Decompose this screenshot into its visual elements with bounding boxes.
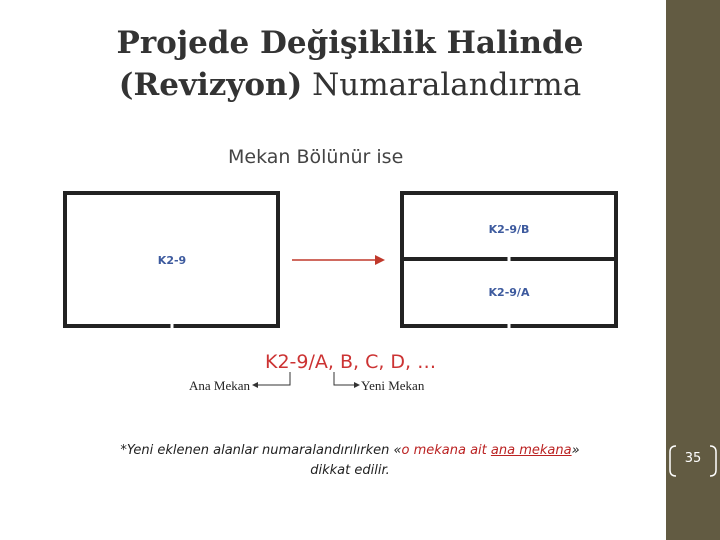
- main-space-arrowhead: [252, 382, 258, 388]
- footnote-suffix: »: [571, 443, 580, 458]
- footnote-prefix: *Yeni eklenen alanlar numaralandırılırken «: [120, 443, 402, 458]
- title-bold-part: (Revizyon): [118, 67, 303, 103]
- main-space-label: Ana Mekan: [188, 378, 250, 393]
- right-bottom-label: K2-9/A: [488, 286, 530, 299]
- left-room-label: K2-9: [157, 254, 187, 267]
- numbering-example: K2-9/A, B, C, D, …: [265, 351, 437, 373]
- title-rest-part: Numaralandırma: [302, 67, 582, 103]
- transform-arrow-head: [375, 255, 385, 265]
- footnote-line-1: [70, 441, 630, 461]
- subtitle: Mekan Bölünür ise: [228, 146, 404, 168]
- new-space-label: Yeni Mekan: [361, 378, 425, 393]
- page-number: 35: [684, 451, 702, 466]
- right-top-label: K2-9/B: [488, 223, 530, 236]
- new-space-arrowhead: [354, 382, 360, 388]
- footnote-red-text: o mekana ait: [401, 443, 491, 458]
- title-line-1: Projede Değişiklik Halinde: [116, 25, 584, 61]
- footnote-line-2: dikkat edilir.: [310, 463, 390, 478]
- new-space-pointer: [334, 372, 356, 385]
- footnote-red-underlined: ana mekana: [490, 443, 572, 458]
- main-space-pointer: [256, 372, 290, 385]
- footnote: [70, 441, 630, 481]
- page-number-badge: [666, 444, 720, 478]
